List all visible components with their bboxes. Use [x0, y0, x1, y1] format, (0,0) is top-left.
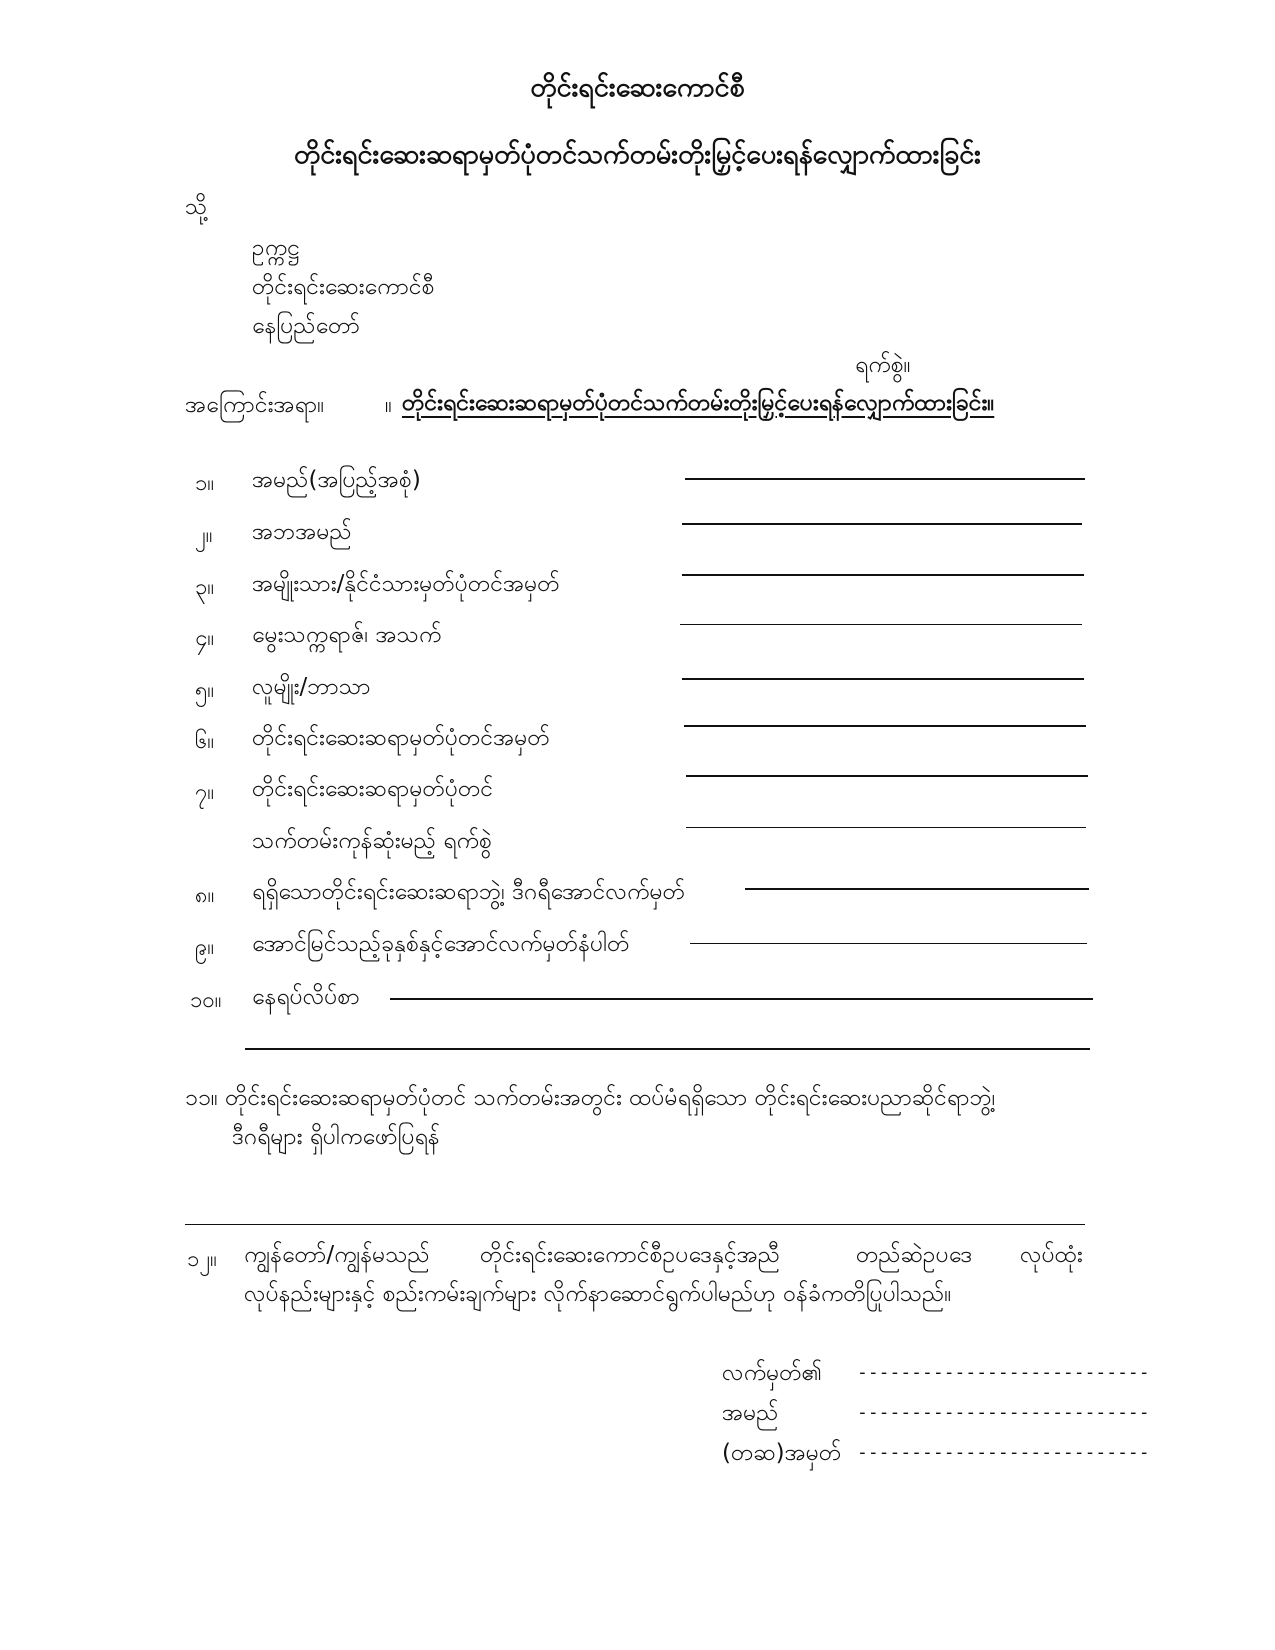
id-number-blank[interactable]: ---------------------------	[857, 1442, 1150, 1463]
field-9-label: အောင်မြင်သည့်ခုနှစ်နှင့်အောင်လက်မှတ်နံပါတ်	[252, 931, 630, 957]
field-10-number: ၁၀။	[190, 988, 222, 1013]
field-2-number: ၂။	[195, 523, 213, 548]
addressee-line-1: ဥက္ကဋ္ဌ	[252, 235, 300, 261]
field-10-blank-2[interactable]	[245, 1048, 1090, 1050]
name-blank[interactable]: ---------------------------	[857, 1402, 1150, 1423]
signature-blank[interactable]: ---------------------------	[857, 1362, 1150, 1383]
subject-title: တိုင်းရင်းဆေးဆရာမှတ်ပုံတင်သက်တမ်းတိုးမြှင့်ပေးရန်လျှောက်ထားခြင်း။	[402, 390, 995, 416]
field-4-label: မွေးသက္ကရာဇ်၊ အသက်	[252, 622, 442, 648]
item-12-word-3: တည်ဆဲဥပဒေ	[856, 1242, 973, 1268]
field-8-number: ၈။	[195, 883, 215, 908]
item-11-line-2: ဒီဂရီများ ရှိပါကဖော်ပြရန်	[232, 1124, 440, 1150]
field-6-blank[interactable]	[684, 725, 1086, 727]
field-7-blank[interactable]	[686, 775, 1088, 777]
field-2-label: အဘအမည်	[252, 519, 352, 545]
item-11-line-1: ၁၁။ တိုင်းရင်းဆေးဆရာမှတ်ပုံတင် သက်တမ်းအတွင်း ထပ်မံရရှိသော တိုင်းရင်းဆေးပညာဆိုင်ရာဘွဲ့၊	[185, 1085, 996, 1111]
field-9-blank[interactable]	[690, 943, 1087, 944]
field-1-number: ၁။	[195, 471, 215, 496]
addressee-line-3: နေပြည်တော်	[252, 313, 360, 339]
addressee-line-2: တိုင်းရင်းဆေးကောင်စီ	[252, 274, 435, 300]
field-8-blank[interactable]	[745, 888, 1089, 890]
field-10-blank[interactable]	[390, 998, 1093, 1000]
field-4-blank[interactable]	[680, 624, 1082, 625]
field-5-label: လူမျိုး/ဘာသာ	[252, 674, 371, 700]
field-6-number: ၆။	[195, 729, 215, 754]
field-1-blank[interactable]	[685, 478, 1085, 480]
field-7b-blank[interactable]	[686, 827, 1086, 828]
field-5-number: ၅။	[195, 678, 215, 703]
field-3-label: အမျိုးသား/နိုင်ငံသားမှတ်ပုံတင်အမှတ်	[252, 571, 560, 597]
field-2-blank[interactable]	[682, 523, 1082, 525]
field-1-label: အမည်(အပြည့်အစုံ)	[252, 467, 421, 493]
field-6-label: တိုင်းရင်းဆေးဆရာမှတ်ပုံတင်အမှတ်	[252, 725, 550, 751]
subject-label: အကြောင်းအရာ။	[185, 392, 325, 418]
separator-line	[185, 1224, 1085, 1225]
item-12-word-1: ကျွန်တော်/ကျွန်မသည်	[244, 1242, 430, 1268]
item-12-word-4: လုပ်ထုံး	[1020, 1242, 1083, 1268]
page-title: တိုင်းရင်းဆေးကောင်စီ	[530, 72, 745, 103]
field-9-number: ၉။	[195, 935, 215, 960]
field-3-blank[interactable]	[682, 574, 1084, 576]
field-7-label: တိုင်းရင်းဆေးဆရာမှတ်ပုံတင်	[252, 776, 494, 802]
subject-prefix: ။	[385, 392, 392, 418]
id-number-label: (တဆ)အမှတ်	[722, 1440, 842, 1466]
item-12-word-2: တိုင်းရင်းဆေးကောင်စီဥပဒေနှင့်အညီ	[480, 1242, 781, 1268]
field-7-label-cont: သက်တမ်းကုန်ဆုံးမည့် ရက်စွဲ	[252, 828, 492, 854]
field-7-number: ၇။	[195, 780, 215, 805]
field-10-label: နေရပ်လိပ်စာ	[252, 984, 360, 1010]
field-3-number: ၃။	[195, 575, 215, 600]
page-subtitle: တိုင်းရင်းဆေးဆရာမှတ်ပုံတင်သက်တမ်းတိုးမြှင့်ပေးရန်လျှောက်ထားခြင်း	[293, 139, 982, 170]
signature-label: လက်မှတ်၏	[722, 1360, 823, 1386]
name-label: အမည်	[722, 1400, 779, 1426]
field-5-blank[interactable]	[682, 678, 1084, 680]
date-label: ရက်စွဲ။	[855, 352, 911, 378]
addressee-to: သို့	[185, 194, 208, 220]
item-12-line-2: လုပ်နည်းများနှင့် စည်းကမ်းချက်များ လိုက်နာဆောင်ရွက်ပါမည်ဟု ဝန်ခံကတိပြုပါသည်။	[244, 1281, 952, 1307]
field-8-label: ရရှိသောတိုင်းရင်းဆေးဆရာဘွဲ့၊ ဒီဂရီအောင်လက်မှတ်	[252, 879, 686, 905]
item-12-number: ၁၂။	[187, 1247, 217, 1272]
field-4-number: ၄။	[195, 626, 215, 651]
